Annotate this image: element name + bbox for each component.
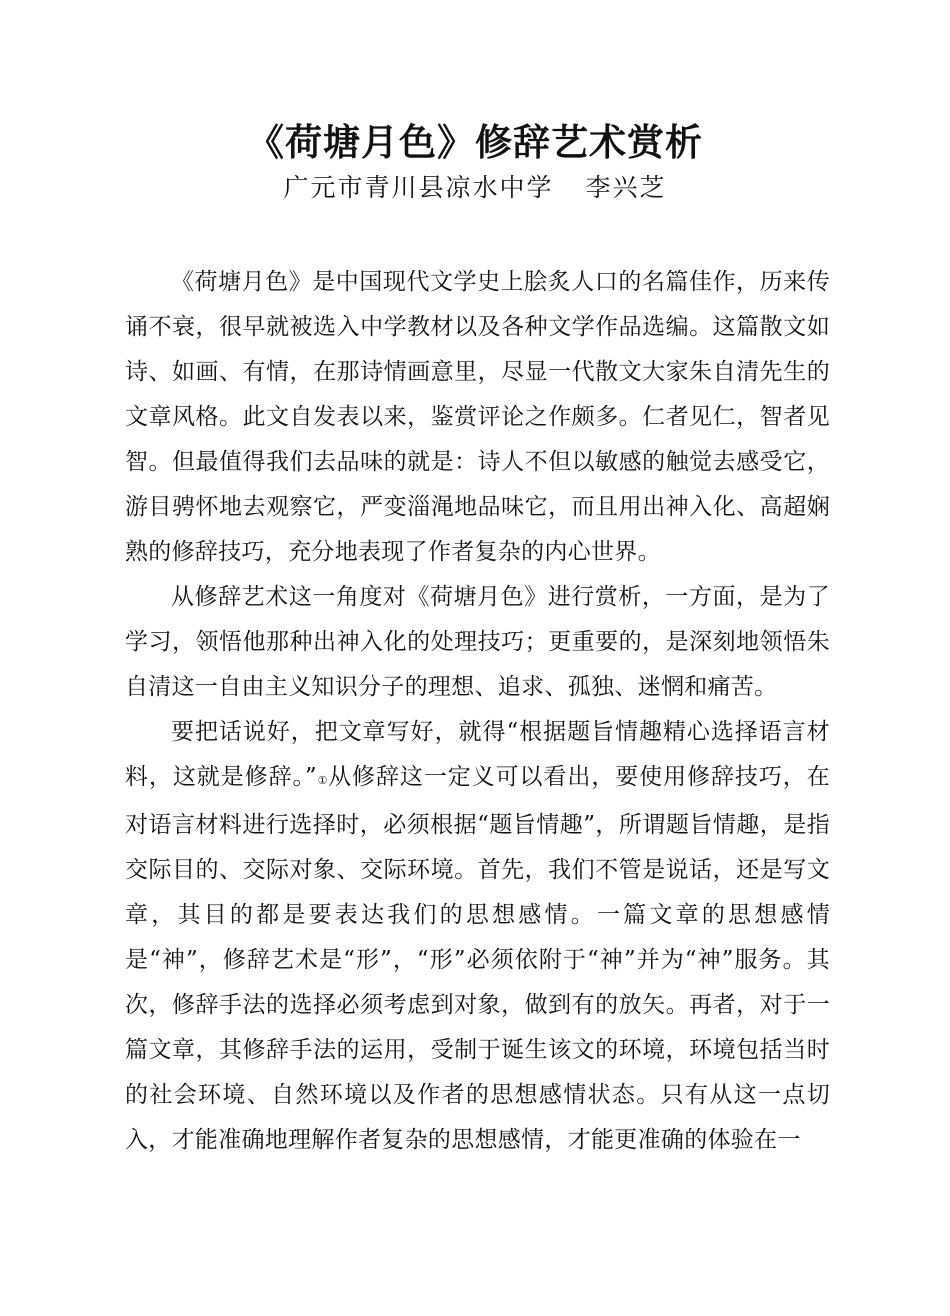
article-body bbox=[125, 260, 830, 1163]
paragraph-1: 《荷塘月色》是中国现代文学史上脍炙人口的名篇佳作，历来传诵不衰，很早就被选入中学教材以及各种文学作品选编。这篇散文如诗、如画、有情，在那诗情画意里，尽显一代散文大家朱自清先生的文章风格。此文自发表以来，鉴赏评论之作颇多。仁者见仁，智者见智。但最值得我们去品味的就是：诗人不但以敏感的触觉去感受它，游目骋怀地去观察它，严变淄渑地品味它，而且用出神入化、高超娴熟的修辞技巧，充分地表现了作者复杂的内心世界。 bbox=[125, 269, 830, 565]
document-title: 《荷塘月色》修辞艺术赏析 bbox=[247, 121, 703, 164]
footnote-marker[interactable]: ① bbox=[316, 774, 329, 787]
author-affiliation: 广元市青川县凉水中学 bbox=[283, 173, 554, 202]
paragraph-3-quote: 要把话说好，把文章写好，就得“根据题旨情趣精心选择语言材料，这就是修辞。” bbox=[125, 719, 830, 790]
paragraph-2: 从修辞艺术这一角度对《荷塘月色》进行赏析，一方面，是为了学习，领悟他那种出神入化的处理技巧；更重要的，是深刻地领悟朱自清这一自由主义知识分子的理想、追求、孤独、迷惘和痛苦。 bbox=[125, 584, 830, 700]
paragraph-3 bbox=[125, 710, 830, 1163]
paragraph-3-body: 从修辞这一定义可以看出，要使用修辞技巧，在对语言材料进行选择时，必须根据“题旨情趣”，所谓题旨情趣，是指交际目的、交际对象、交际环境。首先，我们不管是说话，还是写文章，其目的都是要表达我们的思想感情。一篇文章的思想感情是“神”，修辞艺术是“形”，“形”必须依附于“神”并为“神”服务。其次，修辞手法的选择必须考虑到对象，做到有的放矢。再者，对于一篇文章，其修辞手法的运用，受制于诞生该文的环境，环境包括当时的社会环境、自然环境以及作者的思想感情状态。只有从这一点切入，才能准确地理解作者复杂的思想感情，才能更准确的体验在一 bbox=[125, 764, 830, 1153]
author-line bbox=[0, 170, 950, 206]
author-name: 李兴芝 bbox=[585, 173, 667, 202]
